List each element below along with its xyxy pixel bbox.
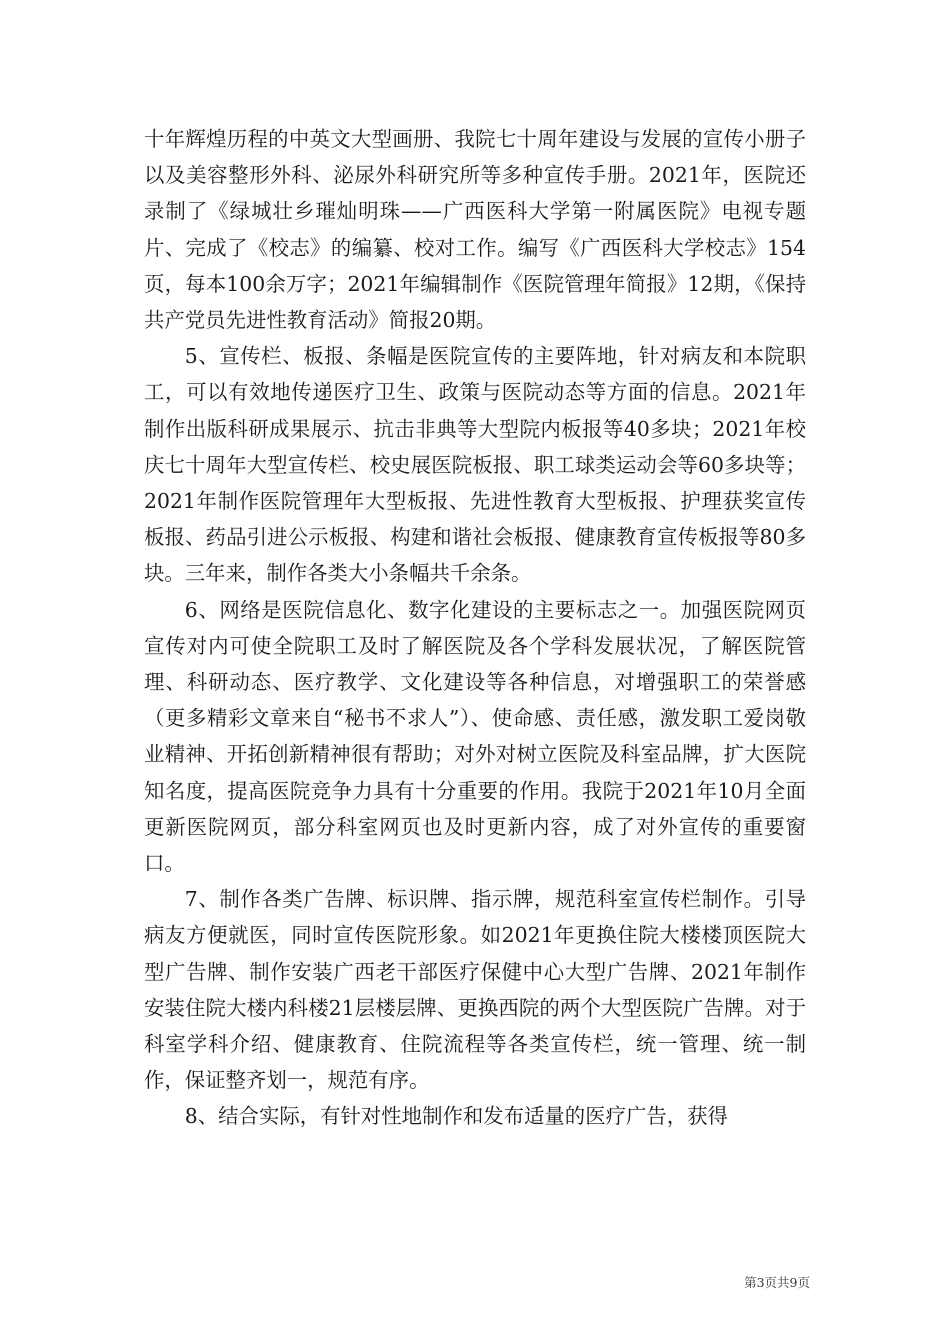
paragraph-item-7: 7、制作各类广告牌、标识牌、指示牌，规范科室宣传栏制作。引导病友方便就医，同时宣传医院形象。如2021年更换住院大楼楼顶医院大型广告牌、制作安装广西老干部医疗保健中心大型广告牌、2021年制作安装住院大楼内科楼21层楼层牌、更换西院的两个大型医院广告牌。对于科室学科介绍、健康教育、住院流程等各类宣传栏，统一管理、统一制作，保证整齐划一，规范有序。	[144, 887, 806, 1093]
paragraph-item-5: 5、宣传栏、板报、条幅是医院宣传的主要阵地，针对病友和本院职工，可以有效地传递医疗卫生、政策与医院动态等方面的信息。2021年制作出版科研成果展示、抗击非典等大型院内板报等40多块；2021年校庆七十周年大型宣传栏、校史展医院板报、职工球类运动会等60多块等；2021年制作医院管理年大型板报、先进性教育大型板报、护理获奖宣传板报、药品引进公示板报、构建和谐社会板报、健康教育宣传板报等80多块。三年来，制作各类大小条幅共千余条。	[144, 344, 806, 586]
paragraph-item-8: 8、结合实际，有针对性地制作和发布适量的医疗广告，获得	[184, 1104, 728, 1129]
page-number-footer: 第3页共9页	[744, 1275, 810, 1290]
paragraph-item-6: 6、网络是医院信息化、数字化建设的主要标志之一。加强医院网页宣传对内可使全院职工及时了解医院及各个学科发展状况，了解医院管理、科研动态、医疗教学、文化建设等各种信息，对增强职工的荣誉感（更多精彩文章来自“秘书不求人”）、使命感、责任感，激发职工爱岗敬业精神、开拓创新精神很有帮助；对外对树立医院及科室品牌，扩大医院知名度，提高医院竞争力具有十分重要的作用。我院于2021年10月全面更新医院网页，部分科室网页也及时更新内容，成了对外宣传的重要窗口。	[144, 597, 806, 876]
paragraph-continuation: 十年辉煌历程的中英文大型画册、我院七十周年建设与发展的宣传小册子以及美容整形外科、泌尿外科研究所等多种宣传手册。2021年，医院还录制了《绿城壮乡璀灿明珠——广西医科大学第一附属医院》电视专题片、完成了《校志》的编纂、校对工作。编写《广西医科大学校志》154页，每本100余万字；2021年编辑制作《医院管理年简报》12期，《保持共产党员先进性教育活动》简报20期。	[144, 127, 806, 333]
body-text	[144, 121, 806, 1135]
